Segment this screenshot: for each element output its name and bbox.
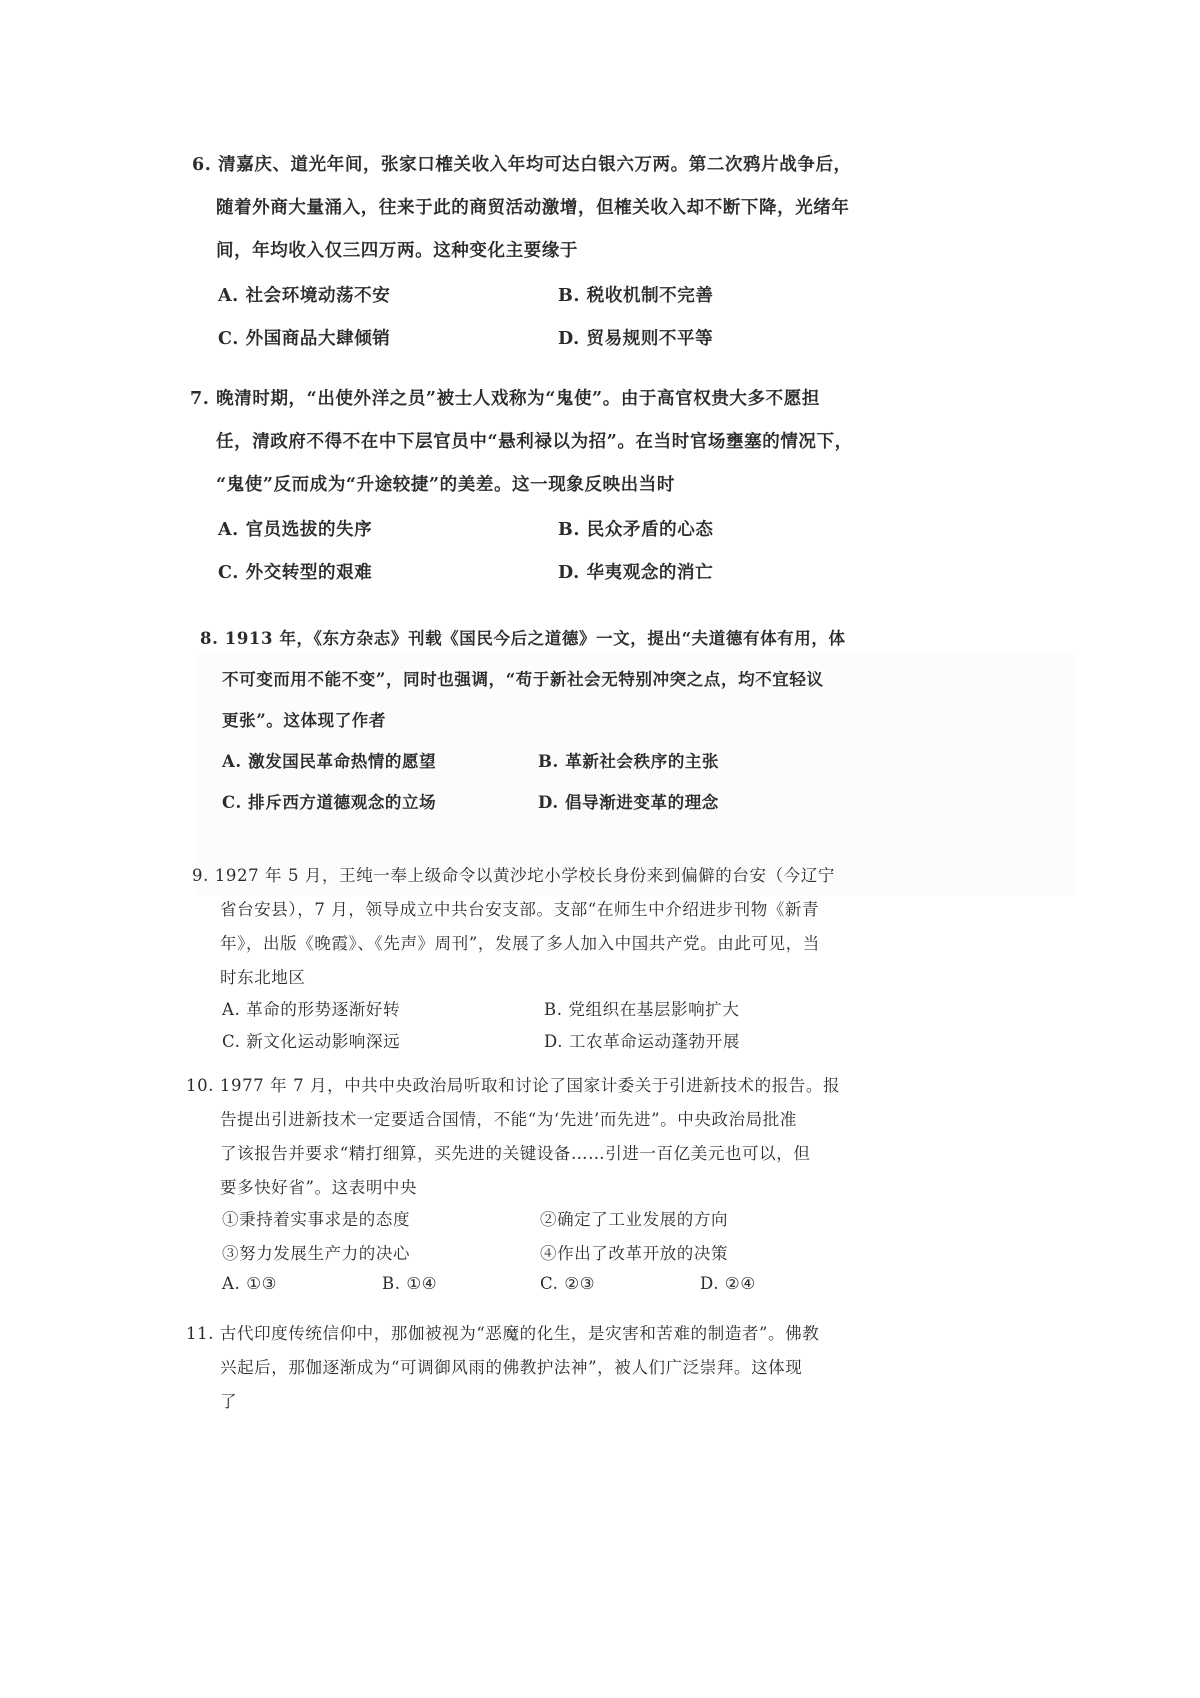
question-11-line-3: 了	[220, 1392, 238, 1411]
question-10-option-c[interactable]: C. ②③	[540, 1274, 596, 1293]
question-9-line-1: 9. 1927 年 5 月，王纯一奉上级命令以黄沙坨小学校长身份来到偏僻的台安（今辽宁	[192, 866, 836, 885]
question-9-option-b[interactable]: B. 党组织在基层影响扩大	[544, 1000, 740, 1019]
question-6-option-a[interactable]: A. 社会环境动荡不安	[218, 286, 391, 306]
question-6-option-b[interactable]: B. 税收机制不完善	[558, 286, 714, 306]
question-6-option-d[interactable]: D. 贸易规则不平等	[558, 329, 714, 349]
question-6-line-2: 随着外商大量涌入，往来于此的商贸活动激增，但榷关收入却不断下降，光绪年	[216, 198, 850, 218]
question-8-option-a[interactable]: A. 激发国民革命热情的愿望	[222, 752, 437, 771]
question-8-line-2: 不可变而用不能不变”，同时也强调，“苟于新社会无特别冲突之点，均不宜轻议	[222, 670, 824, 689]
question-8-option-b[interactable]: B. 革新社会秩序的主张	[538, 752, 720, 771]
question-10-line-1: 10. 1977 年 7 月，中共中央政治局听取和讨论了国家计委关于引进新技术的报告。报	[186, 1076, 841, 1095]
question-8-line-3: 更张”。这体现了作者	[222, 711, 386, 730]
question-10-line-4: 要多快好省”。这表明中央	[220, 1178, 418, 1197]
question-10-line-2: 告提出引进新技术一定要适合国情，不能“为‘先进’而先进”。中央政治局批准	[220, 1110, 797, 1129]
question-6-line-3: 间，年均收入仅三四万两。这种变化主要缘于	[216, 241, 578, 261]
question-8-line-1: 8. 1913 年，《东方杂志》刊载《国民今后之道德》一文，提出“夫道德有体有用，体	[200, 629, 846, 648]
question-6-option-c[interactable]: C. 外国商品大肆倾销	[218, 329, 391, 349]
question-10-option-a[interactable]: A. ①③	[222, 1274, 277, 1293]
question-10-option-b[interactable]: B. ①④	[382, 1274, 438, 1293]
question-11-line-2: 兴起后，那伽逐渐成为“可调御风雨的佛教护法神”，被人们广泛崇拜。这体现	[220, 1358, 803, 1377]
question-7-option-b[interactable]: B. 民众矛盾的心态	[558, 520, 714, 540]
question-9-option-c[interactable]: C. 新文化运动影响深远	[222, 1032, 401, 1051]
question-9-line-3: 年》，出版《晚霞》、《先声》周刊”，发展了多人加入中国共产党。由此可见，当	[220, 934, 820, 953]
question-9-option-a[interactable]: A. 革命的形势逐渐好转	[222, 1000, 401, 1019]
question-10-option-d[interactable]: D. ②④	[700, 1274, 756, 1293]
question-8-option-d[interactable]: D. 倡导渐进变革的理念	[538, 793, 719, 812]
question-6-line-1: 6. 清嘉庆、道光年间，张家口榷关收入年均可达白银六万两。第二次鸦片战争后，	[192, 155, 852, 175]
question-8-option-c[interactable]: C. 排斥西方道德观念的立场	[222, 793, 437, 812]
question-10-statement-3: ③努力发展生产力的决心	[222, 1244, 411, 1263]
question-9-line-2: 省台安县），7 月，领导成立中共台安支部。支部“在师生中介绍进步刊物《新青	[220, 900, 820, 919]
question-7-option-c[interactable]: C. 外交转型的艰难	[218, 563, 373, 583]
question-7-option-d[interactable]: D. 华夷观念的消亡	[558, 563, 714, 583]
question-10-line-3: 了该报告并要求“精打细算，买先进的关键设备……引进一百亿美元也可以，但	[220, 1144, 811, 1163]
question-7-line-1: 7. 晚清时期，“出使外洋之员”被士人戏称为“鬼使”。由于高官权贵大多不愿担	[190, 389, 820, 409]
question-9-option-d[interactable]: D. 工农革命运动蓬勃开展	[544, 1032, 740, 1051]
question-10-statement-4: ④作出了改革开放的决策	[540, 1244, 729, 1263]
question-11-line-1: 11. 古代印度传统信仰中，那伽被视为“恶魔的化生，是灾害和苦难的制造者”。佛教	[186, 1324, 820, 1343]
question-7-line-3: “鬼使”反而成为“升途较捷”的美差。这一现象反映出当时	[216, 475, 675, 495]
question-7-line-2: 任，清政府不得不在中下层官员中“悬利禄以为招”。在当时官场壅塞的情况下，	[216, 432, 853, 452]
question-9-line-4: 时东北地区	[220, 968, 306, 987]
question-7-option-a[interactable]: A. 官员选拔的失序	[218, 520, 373, 540]
question-10-statement-1: ①秉持着实事求是的态度	[222, 1210, 411, 1229]
question-10-statement-2: ②确定了工业发展的方向	[540, 1210, 729, 1229]
